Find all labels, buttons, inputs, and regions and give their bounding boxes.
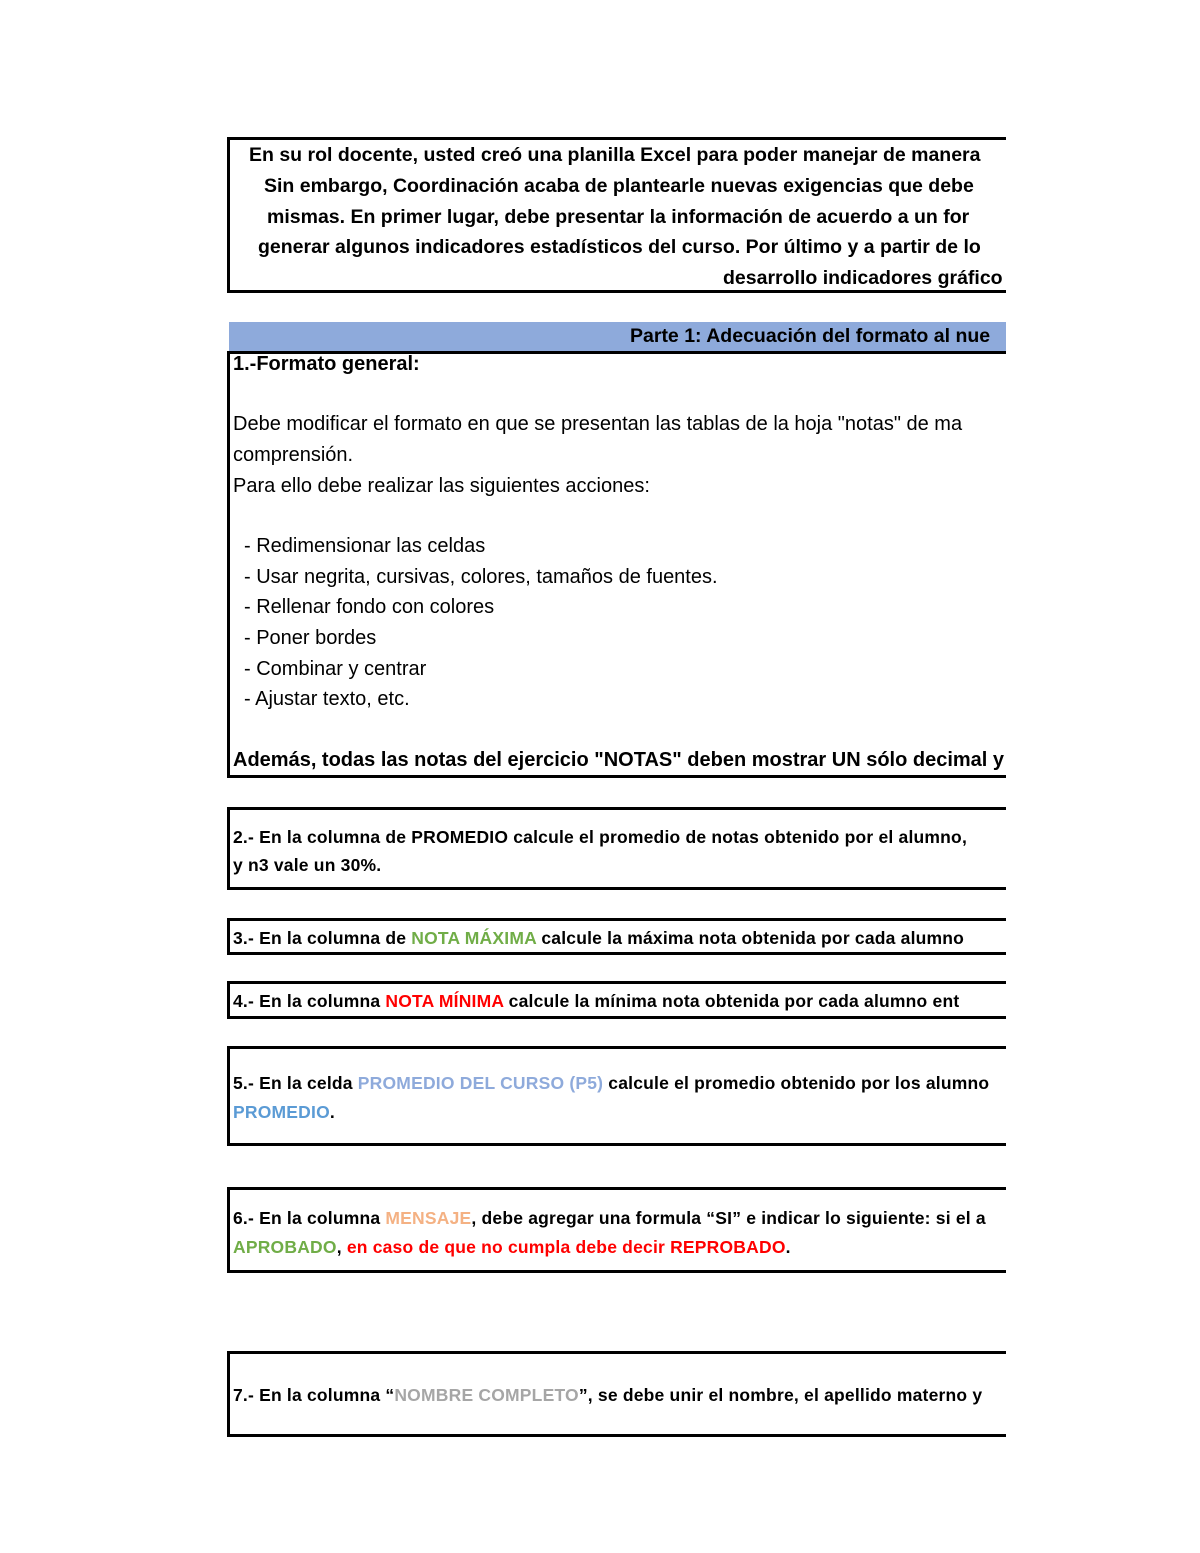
nota-minima-label: NOTA MÍNIMA [385, 991, 504, 1011]
action-item-2: - Usar negrita, cursivas, colores, tamaños de fuentes. [244, 566, 718, 588]
part1-box [227, 351, 1006, 778]
action-item-6: - Ajustar texto, etc. [244, 688, 410, 710]
question-7-text [233, 1385, 982, 1406]
intro-line-5: desarrollo indicadores gráfico [723, 267, 1003, 289]
question-3-pre: 3.- En la columna de [233, 928, 412, 948]
question-5-line-1 [233, 1073, 989, 1094]
question-4-pre: 4.- En la columna [233, 991, 386, 1011]
promedio-curso-label: PROMEDIO DEL CURSO (P5) [357, 1073, 604, 1093]
action-item-1: - Redimensionar las celdas [244, 535, 486, 557]
question-2-box [227, 807, 1006, 890]
part1-header: Parte 1: Adecuación del formato al nue [630, 325, 991, 347]
sheet-viewport [227, 0, 1006, 1553]
part1-paragraph-line-2: comprensión. [233, 444, 354, 466]
question-4-post: calcule la mínima nota obtenida por cada alumno ent [503, 991, 960, 1011]
question-3-post: calcule la máxima nota obtenida por cada alumno [536, 928, 965, 948]
question-3-box [227, 918, 1006, 955]
question-6-post: , debe agregar una formula “SI” e indicar lo siguiente: si el a [471, 1208, 986, 1228]
question-5-line-2 [233, 1102, 335, 1123]
question-5-post: calcule el promedio obtenido por los alumno [603, 1073, 990, 1093]
action-item-3: - Rellenar fondo con colores [244, 596, 495, 618]
intro-line-2: Sin embargo, Coordinación acaba de plantearle nuevas exigencias que debe [264, 175, 974, 197]
nombre-completo-label: NOMBRE COMPLETO [394, 1385, 579, 1405]
question-7-box [227, 1351, 1006, 1437]
intro-box [227, 137, 1006, 293]
intro-line-3: mismas. En primer lugar, debe presentar la información de acuerdo a un for [267, 206, 970, 228]
part1-paragraph-line-1: Debe modificar el formato en que se presentan las tablas de la hoja "notas" de ma [233, 413, 963, 435]
question-6-line-2 [233, 1237, 791, 1258]
question-5-box [227, 1046, 1006, 1146]
question-6-box [227, 1187, 1006, 1273]
question-6-separator: , [336, 1237, 347, 1257]
action-item-4: - Poner bordes [244, 627, 377, 649]
question-5-pre: 5.- En la celda [233, 1073, 358, 1093]
question-4-text [233, 991, 959, 1012]
question-2-line-2: y n3 vale un 30%. [233, 855, 382, 875]
mensaje-label: MENSAJE [385, 1208, 472, 1228]
question-2-line-1: 2.- En la columna de PROMEDIO calcule el promedio de notas obtenido por el alumno, [233, 827, 968, 847]
question-6-line-2-end: . [785, 1237, 791, 1257]
question-6-pre: 6.- En la columna [233, 1208, 386, 1228]
part1-paragraph-2: Para ello debe realizar las siguientes acciones: [233, 475, 650, 497]
question-7-pre: 7.- En la columna “ [233, 1385, 395, 1405]
aprobado-label: APROBADO [233, 1237, 337, 1257]
question-7-post: ”, se debe unir el nombre, el apellido materno y [578, 1385, 983, 1405]
part1-header-band [229, 322, 1006, 352]
intro-line-1: En su rol docente, usted creó una planilla Excel para poder manejar de manera [249, 144, 981, 166]
question-3-text [233, 928, 964, 949]
question-4-box [227, 981, 1006, 1019]
question-5-line-2-end: . [329, 1102, 335, 1122]
part1-subtitle: 1.-Formato general: [233, 353, 420, 375]
intro-line-4: generar algunos indicadores estadísticos del curso. Por último y a partir de lo [258, 236, 981, 258]
part1-closing: Además, todas las notas del ejercicio "NOTAS" deben mostrar UN sólo decimal y [233, 749, 1005, 771]
reprobado-text: en caso de que no cumpla debe decir REPROBADO [346, 1237, 786, 1257]
action-item-5: - Combinar y centrar [244, 658, 427, 680]
question-6-line-1 [233, 1208, 986, 1229]
promedio-label: PROMEDIO [233, 1102, 330, 1122]
nota-maxima-label: NOTA MÁXIMA [411, 928, 537, 948]
